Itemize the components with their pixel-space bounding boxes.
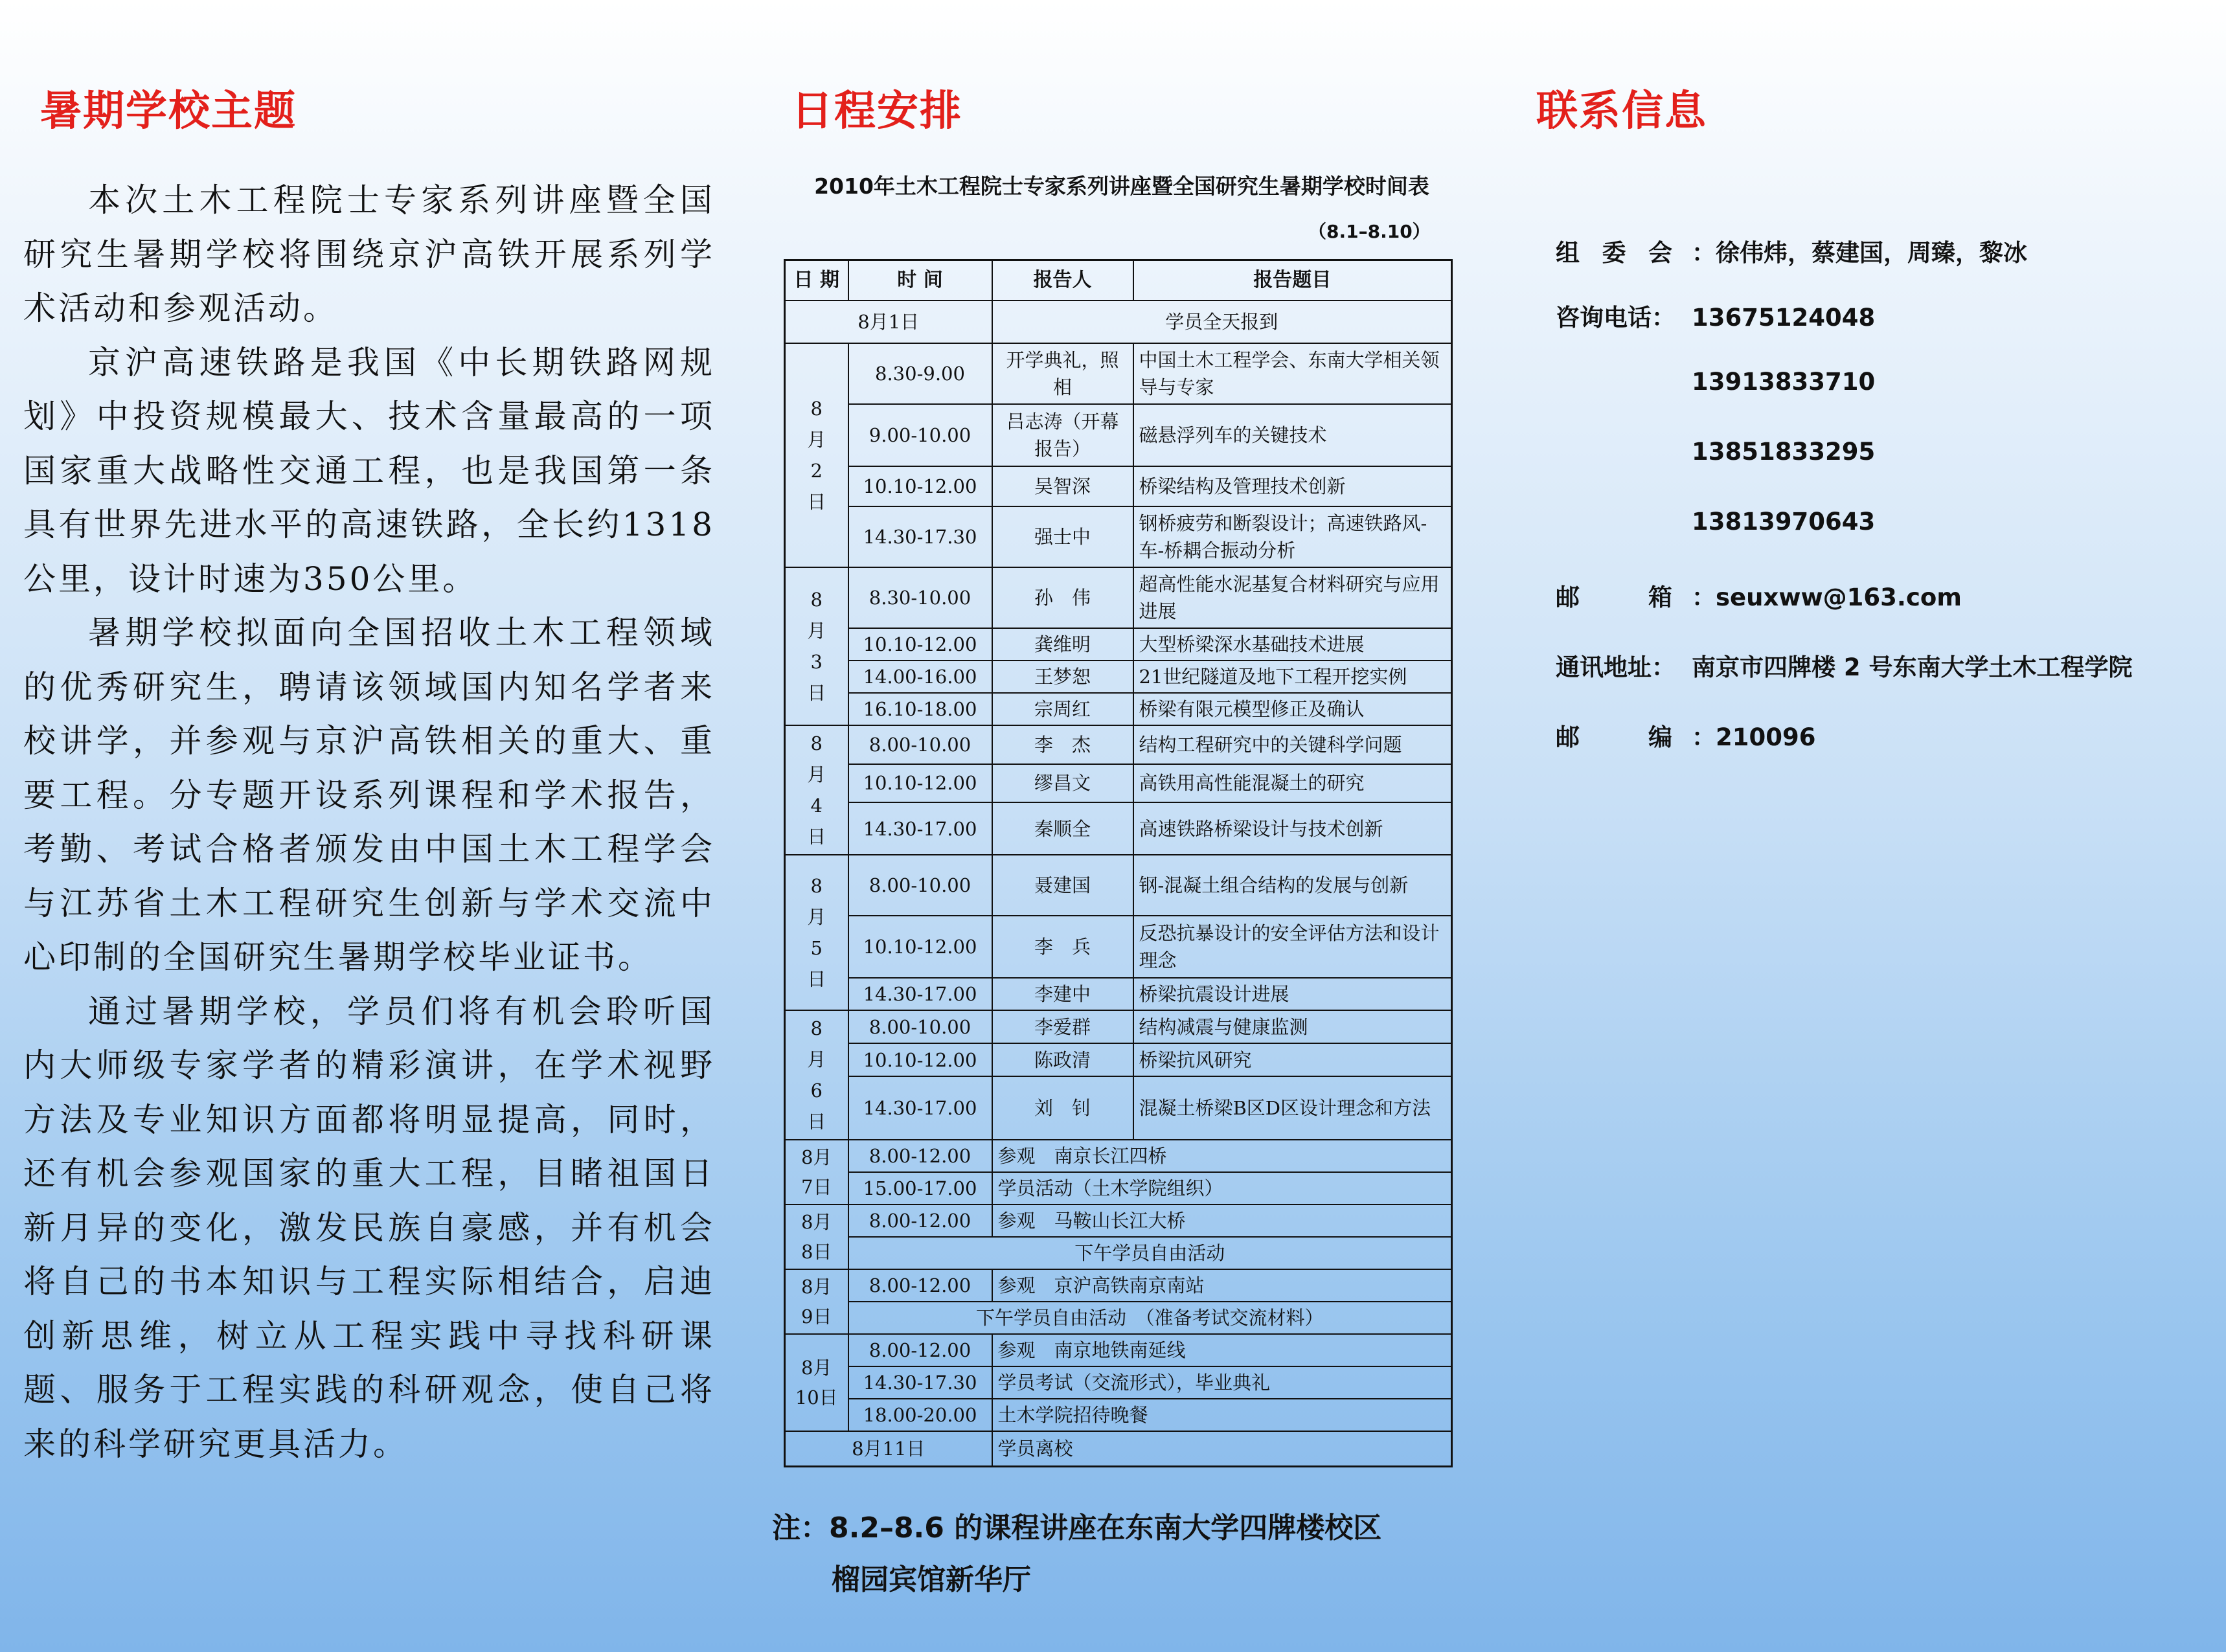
table-row	[785, 978, 1452, 1010]
time-cell: 10.10-12.00	[848, 466, 992, 506]
speaker-cell: 李建中	[992, 978, 1133, 1010]
zip-value	[1692, 718, 1815, 752]
speaker-cell: 李 杰	[992, 725, 1133, 764]
zip-code: 210096	[1716, 723, 1816, 751]
date-char: 月	[807, 1048, 826, 1070]
contact-heading: 联系信息	[1536, 87, 1707, 135]
date-cell	[785, 1010, 848, 1140]
date-char: 日	[807, 491, 826, 513]
date-char: 日	[807, 1111, 826, 1133]
time-cell: 14.30-17.00	[848, 1076, 992, 1140]
table-row	[785, 404, 1452, 466]
table-row	[785, 693, 1452, 725]
speaker-cell: 强士中	[992, 506, 1133, 567]
time-cell: 8.00-12.00	[848, 1269, 992, 1302]
time-cell: 10.10-12.00	[848, 1043, 992, 1076]
contact-info	[1556, 233, 2133, 787]
date-cell	[785, 1334, 848, 1431]
speaker-cell: 龚维明	[992, 628, 1133, 661]
table-date-range: （8.1–8.10）	[1308, 221, 1431, 242]
speaker-cell: 聂建国	[992, 855, 1133, 916]
table-row	[785, 1334, 1452, 1366]
intro-paragraph-3: 暑期学校拟面向全国招收土木工程领域的优秀研究生，聘请该领域国内知名学者来校讲学，并参观与京沪高铁相关的重大、重要工程。分专题开设系列课程和学术报告，考勤、考试合格者颁发由中国土木工程学会与江苏省土木工程研究生创新与学术交流中心印制的全国研究生暑期学校毕业证书。	[23, 614, 715, 976]
label-char: 会	[1648, 239, 1672, 267]
table-header-row	[785, 260, 1452, 301]
speaker-cell: 刘 钊	[992, 1076, 1133, 1140]
left-heading: 暑期学校主题	[40, 87, 297, 135]
phone-row	[1556, 508, 2133, 578]
date-char: 5	[810, 937, 823, 959]
email-row	[1556, 578, 2133, 648]
table-row	[785, 661, 1452, 693]
date-char: 8日	[801, 1241, 832, 1263]
label-char: 委	[1602, 239, 1626, 267]
table-row	[785, 1269, 1452, 1302]
date-char: 2	[810, 460, 823, 482]
phone-2: 13913833710	[1692, 368, 1876, 396]
date-char: 8	[810, 875, 823, 897]
time-cell: 15.00-17.00	[848, 1172, 992, 1205]
label-char: 组	[1556, 239, 1580, 267]
table-row	[785, 1010, 1452, 1043]
email-value	[1692, 578, 1962, 613]
date-cell	[785, 855, 848, 1010]
speaker-cell: 李爱群	[992, 1010, 1133, 1043]
time-cell: 10.10-12.00	[848, 628, 992, 661]
committee-row	[1556, 233, 2133, 298]
time-cell: 14.00-16.00	[848, 661, 992, 693]
table-row	[785, 628, 1452, 661]
event-cell: 参观 京沪高铁南京南站	[992, 1269, 1452, 1302]
speaker-cell: 宗周红	[992, 693, 1133, 725]
title-cell: 中国土木工程学会、东南大学相关领导与专家	[1133, 343, 1452, 404]
colon: ：	[1692, 583, 1716, 611]
phone-3: 13851833295	[1692, 438, 1876, 466]
date-char: 月	[807, 429, 826, 451]
date-char: 8月	[801, 1276, 832, 1298]
committee-value	[1692, 233, 2027, 268]
title-cell: 桥梁抗风研究	[1133, 1043, 1452, 1076]
venue-note	[772, 1502, 1381, 1606]
event-cell: 学员全天报到	[992, 300, 1452, 343]
table-row	[785, 1431, 1452, 1466]
speaker-cell: 开学典礼，照相	[992, 343, 1133, 404]
speaker-cell: 秦顺全	[992, 802, 1133, 855]
event-cell: 学员离校	[992, 1431, 1452, 1466]
speaker-cell: 孙 伟	[992, 567, 1133, 628]
title-cell: 高速铁路桥梁设计与技术创新	[1133, 802, 1452, 855]
date-char: 7日	[801, 1176, 832, 1198]
date-char: 8月	[801, 1211, 832, 1233]
committee-names: 徐伟炜，蔡建国，周臻，黎冰	[1716, 239, 2027, 267]
table-row	[785, 300, 1452, 343]
title-cell: 21世纪隧道及地下工程开挖实例	[1133, 661, 1452, 693]
date-char: 日	[807, 682, 826, 704]
time-cell: 18.00-20.00	[848, 1399, 992, 1431]
time-cell: 10.10-12.00	[848, 764, 992, 803]
speaker-cell: 吴智深	[992, 466, 1133, 506]
date-cell	[785, 1269, 848, 1334]
event-cell: 参观 南京长江四桥	[992, 1140, 1452, 1172]
table-row	[785, 1076, 1452, 1140]
title-cell: 大型桥梁深水基础技术进展	[1133, 628, 1452, 661]
phone-4: 13813970643	[1692, 508, 1876, 536]
event-cell: 土木学院招待晚餐	[992, 1399, 1452, 1431]
label-char: 箱	[1648, 583, 1672, 611]
table-row	[785, 855, 1452, 916]
date-cell	[785, 343, 848, 567]
time-cell: 8.00-12.00	[848, 1140, 992, 1172]
time-cell: 8.30-9.00	[848, 343, 992, 404]
date-char: 月	[807, 620, 826, 642]
table-row	[785, 1043, 1452, 1076]
table-row	[785, 343, 1452, 404]
afternoon-cell: 下午学员自由活动	[848, 1237, 1452, 1269]
date-char: 日	[807, 968, 826, 990]
time-cell: 8.00-12.00	[848, 1205, 992, 1237]
speaker-cell: 缪昌文	[992, 764, 1133, 803]
time-cell: 9.00-10.00	[848, 404, 992, 466]
date-char: 3	[810, 651, 823, 673]
table-row	[785, 1172, 1452, 1205]
date-char: 月	[807, 906, 826, 928]
date-char: 8月	[801, 1146, 832, 1168]
time-cell: 14.30-17.30	[848, 1366, 992, 1399]
committee-label	[1556, 233, 1672, 268]
table-row	[785, 1205, 1452, 1237]
email-label	[1556, 578, 1672, 613]
date-char: 月	[807, 764, 826, 786]
table-row	[785, 725, 1452, 764]
table-title: 2010年土木工程院士专家系列讲座暨全国研究生暑期学校时间表	[814, 174, 1429, 199]
phone-row	[1556, 438, 2133, 508]
date-char: 10日	[795, 1386, 838, 1409]
venue-note-line-1: 注：8.2–8.6 的课程讲座在东南大学四牌楼校区	[772, 1511, 1382, 1545]
table-row	[785, 567, 1452, 628]
zip-label	[1556, 718, 1672, 752]
label-char: 编	[1648, 723, 1672, 751]
date-char: 8	[810, 1017, 823, 1039]
schedule-table	[784, 259, 1453, 1467]
header-speaker: 报告人	[992, 260, 1133, 301]
time-cell: 14.30-17.30	[848, 506, 992, 567]
title-cell: 混凝土桥梁B区D区设计理念和方法	[1133, 1076, 1452, 1140]
table-row	[785, 916, 1452, 978]
zip-row	[1556, 718, 2133, 787]
table-row	[785, 506, 1452, 567]
event-cell: 学员考试（交流形式），毕业典礼	[992, 1366, 1452, 1399]
time-cell: 8.00-10.00	[848, 855, 992, 916]
title-cell: 桥梁有限元模型修正及确认	[1133, 693, 1452, 725]
title-cell: 桥梁结构及管理技术创新	[1133, 466, 1452, 506]
label-char: 邮	[1556, 583, 1580, 611]
date-char: 8	[810, 589, 823, 611]
intro-paragraph-1: 本次土木工程院士专家系列讲座暨全国研究生暑期学校将围绕京沪高铁开展系列学术活动和参观活动。	[23, 181, 715, 327]
speaker-cell: 王梦恕	[992, 661, 1133, 693]
table-row	[785, 466, 1452, 506]
date-cell	[785, 567, 848, 725]
intro-paragraph-2: 京沪高速铁路是我国《中长期铁路网规划》中投资规模最大、技术含量最高的一项国家重大战略性交通工程，也是我国第一条具有世界先进水平的高速铁路，全长约1318公里，设计时速为350公里。	[23, 343, 715, 598]
venue-note-line-2: 榴园宾馆新华厅	[832, 1563, 1031, 1596]
address-row	[1556, 648, 2133, 718]
date-char: 4	[810, 795, 823, 817]
title-cell: 桥梁抗震设计进展	[1133, 978, 1452, 1010]
time-cell: 8.00-10.00	[848, 1010, 992, 1043]
table-row	[785, 1237, 1452, 1269]
email-address[interactable]: seuxww@163.com	[1716, 583, 1962, 611]
intro-paragraph-4: 通过暑期学校，学员们将有机会聆听国内大师级专家学者的精彩演讲，在学术视野方法及专业知识方面都将明显提高，同时，还有机会参观国家的重大工程，目睹祖国日新月异的变化，激发民族自豪感，并有机会将自己的书本知识与工程实际相结合，启迪创新思维，树立从工程实践中寻找科研课题、服务于工程实践的科研观念，使自己将来的科学研究更具活力。	[23, 992, 715, 1463]
table-row	[785, 1366, 1452, 1399]
time-cell: 8.30-10.00	[848, 567, 992, 628]
intro-text	[23, 174, 715, 1471]
date-char: 8	[810, 398, 823, 420]
label-char: 邮	[1556, 723, 1580, 751]
date-char: 6	[810, 1080, 823, 1102]
date-cell	[785, 1140, 848, 1205]
date-char: 9日	[801, 1306, 832, 1328]
speaker-cell: 吕志涛（开幕报告）	[992, 404, 1133, 466]
title-cell: 高铁用高性能混凝土的研究	[1133, 764, 1452, 803]
table-row	[785, 1302, 1452, 1334]
title-cell: 钢-混凝土组合结构的发展与创新	[1133, 855, 1452, 916]
header-title: 报告题目	[1133, 260, 1452, 301]
date-char: 日	[807, 826, 826, 848]
event-cell: 参观 南京地铁南延线	[992, 1334, 1452, 1366]
date-cell: 8月11日	[785, 1431, 992, 1466]
table-row	[785, 764, 1452, 803]
title-cell: 结构工程研究中的关键科学问题	[1133, 725, 1452, 764]
title-cell: 反恐抗暴设计的安全评估方法和设计理念	[1133, 916, 1452, 978]
phone-label: 咨询电话：	[1556, 304, 1675, 332]
title-cell: 钢桥疲劳和断裂设计；高速铁路风-车-桥耦合振动分析	[1133, 506, 1452, 567]
phone-row	[1556, 368, 2133, 438]
colon: ：	[1692, 723, 1716, 751]
event-cell: 参观 马鞍山长江大桥	[992, 1205, 1452, 1237]
event-cell: 学员活动（土木学院组织）	[992, 1172, 1452, 1205]
date-cell	[785, 725, 848, 855]
date-char: 8	[810, 732, 823, 754]
title-cell: 磁悬浮列车的关键技术	[1133, 404, 1452, 466]
date-char: 8月	[801, 1357, 832, 1379]
header-time: 时 间	[848, 260, 992, 301]
date-cell	[785, 1205, 848, 1269]
header-date: 日 期	[785, 260, 848, 301]
date-cell: 8月1日	[785, 300, 992, 343]
speaker-cell: 李 兵	[992, 916, 1133, 978]
title-cell: 结构减震与健康监测	[1133, 1010, 1452, 1043]
title-cell: 超高性能水泥基复合材料研究与应用进展	[1133, 567, 1452, 628]
time-cell: 8.00-12.00	[848, 1334, 992, 1366]
address-value: 南京市四牌楼 2 号东南大学土木工程学院	[1692, 653, 2133, 681]
time-cell: 14.30-17.00	[848, 802, 992, 855]
phone-row	[1556, 298, 2133, 368]
address-label: 通讯地址：	[1556, 653, 1675, 681]
schedule-heading: 日程安排	[791, 87, 962, 135]
time-cell: 14.30-17.00	[848, 978, 992, 1010]
afternoon-cell: 下午学员自由活动 （准备考试交流材料）	[848, 1302, 1452, 1334]
time-cell: 10.10-12.00	[848, 916, 992, 978]
time-cell: 8.00-10.00	[848, 725, 992, 764]
phone-1: 13675124048	[1692, 304, 1876, 332]
table-row	[785, 1399, 1452, 1431]
time-cell: 16.10-18.00	[848, 693, 992, 725]
table-row	[785, 1140, 1452, 1172]
colon: ：	[1692, 239, 1716, 267]
speaker-cell: 陈政清	[992, 1043, 1133, 1076]
table-row	[785, 802, 1452, 855]
